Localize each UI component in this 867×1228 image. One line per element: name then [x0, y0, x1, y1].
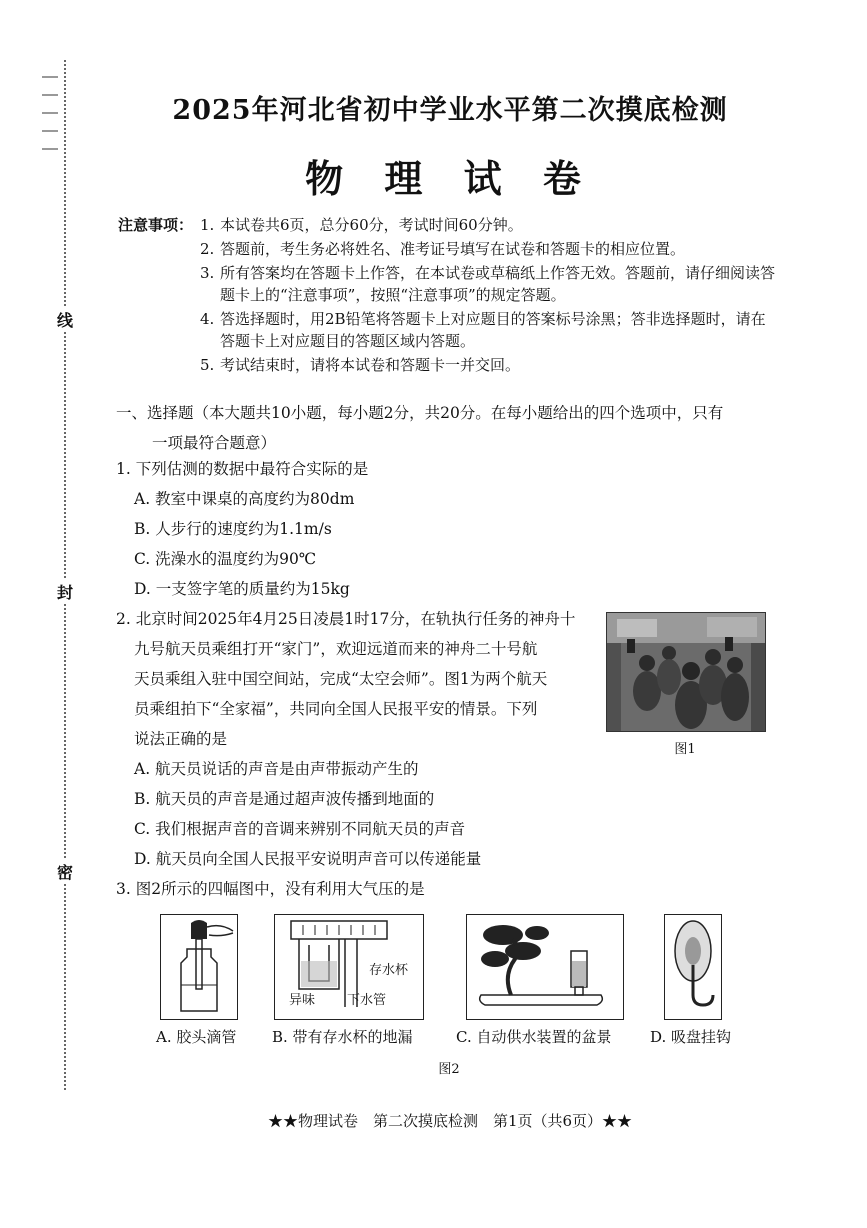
q3-option-a: A. 胶头滴管: [156, 1028, 237, 1046]
section-heading-line1: 一、选择题（本大题共10小题，每小题2分，共20分。在每小题给出的四个选项中，只有: [116, 404, 724, 422]
q1-option-c: C. 洗澡水的温度约为90℃: [134, 550, 317, 568]
figure-c-bonsai: [466, 914, 624, 1020]
q3-option-c: C. 自动供水装置的盆景: [456, 1028, 612, 1046]
dotted-binding-line: [64, 60, 66, 1090]
notice-item-number: 1.: [200, 216, 215, 234]
section-heading: [116, 398, 776, 458]
drain-label-cup: 存水杯: [369, 963, 409, 978]
q1-option-b: B. 人步行的速度约为1.1m/s: [134, 520, 332, 538]
question-2-stem-line: 2. 北京时间2025年4月25日凌晨1时17分，在轨执行任务的神舟十: [116, 610, 576, 628]
binding-char-mi: 密: [54, 860, 76, 883]
q2-option-b: B. 航天员的声音是通过超声波传播到地面的: [134, 790, 435, 808]
q2-option-d: D. 航天员向全国人民报平安说明声音可以传递能量: [134, 850, 482, 868]
notice-item-text: 考试结束时，请将本试卷和答题卡一并交回。: [220, 356, 521, 374]
notice-item-text: 本试卷共6页，总分60分，考试时间60分钟。: [220, 216, 523, 234]
question-2-stem-line: 九号航天员乘组打开“家门”，欢迎远道而来的神舟二十号航: [134, 640, 538, 658]
notice-item-text: 答选择题时，用2B铅笔将答题卡上对应题目的答案标号涂黑；答非选择题时，请在答题卡上对应题目的答题区域内答题。: [220, 310, 766, 350]
notice-item-number: 3.: [200, 264, 215, 282]
figure-d-suction-hook: [664, 914, 722, 1020]
page-footer: ★★物理试卷 第二次摸底检测 第1页（共6页）★★: [267, 1112, 633, 1130]
binding-char-xian: 线: [54, 308, 76, 331]
q1-option-a: A. 教室中课桌的高度约为80dm: [134, 490, 355, 508]
astronaut-photo: [606, 612, 766, 732]
figure-a-dropper: [160, 914, 238, 1020]
suction-hook-icon: [665, 915, 721, 1019]
astronaut-photo-image: [607, 613, 765, 731]
q3-option-d: D. 吸盘挂钩: [650, 1028, 732, 1046]
q2-option-a: A. 航天员说话的声音是由声带振动产生的: [134, 760, 419, 778]
figure-2-caption: 图2: [438, 1062, 460, 1077]
binding-margin: [40, 60, 80, 1100]
notice-item-text: 所有答案均在答题卡上作答，在本试卷或草稿纸上作答无效。答题前，请仔细阅读答题卡上的“注意事项”，按照“注意事项”的规定答题。: [220, 264, 776, 304]
notice-item-number: 4.: [200, 310, 215, 328]
exam-subtitle: 物 理 试 卷: [305, 156, 595, 201]
notice-item-text: 答题前，考生务必将姓名、准考证号填写在试卷和答题卡的相应位置。: [220, 240, 686, 258]
q3-option-b: B. 带有存水杯的地漏: [272, 1028, 413, 1046]
notice-item-number: 2.: [200, 240, 215, 258]
question-1-stem: 1. 下列估测的数据中最符合实际的是: [116, 460, 369, 478]
margin-ticks: [42, 66, 58, 166]
question-2-stem-line: 员乘组拍下“全家福”，共同向全国人民报平安的情景。下列: [134, 700, 538, 718]
dropper-icon: [161, 915, 237, 1019]
notice-item-number: 5.: [200, 356, 215, 374]
q1-option-d: D. 一支签字笔的质量约为15kg: [134, 580, 350, 598]
drain-label-pipe: 下水管: [347, 993, 387, 1008]
drain-label-odor: 异味: [289, 993, 316, 1008]
exam-title: 2025年河北省初中学业水平第二次摸底检测: [172, 95, 728, 126]
question-3-stem: 3. 图2所示的四幅图中，没有利用大气压的是: [116, 880, 425, 898]
bonsai-icon: [467, 915, 623, 1019]
binding-char-feng: 封: [54, 580, 76, 603]
notice-label: 注意事项：: [118, 216, 194, 234]
figure-b-floor-drain: [274, 914, 424, 1020]
question-2-stem-line: 说法正确的是: [134, 730, 228, 748]
question-2-stem-line: 天员乘组入驻中国空间站，完成“太空会师”。图1为两个航天: [134, 670, 548, 688]
figure-1-caption: 图1: [674, 742, 696, 757]
section-heading-line2: 一项最符合题意）: [152, 434, 277, 452]
q2-option-c: C. 我们根据声音的音调来辨别不同航天员的声音: [134, 820, 466, 838]
